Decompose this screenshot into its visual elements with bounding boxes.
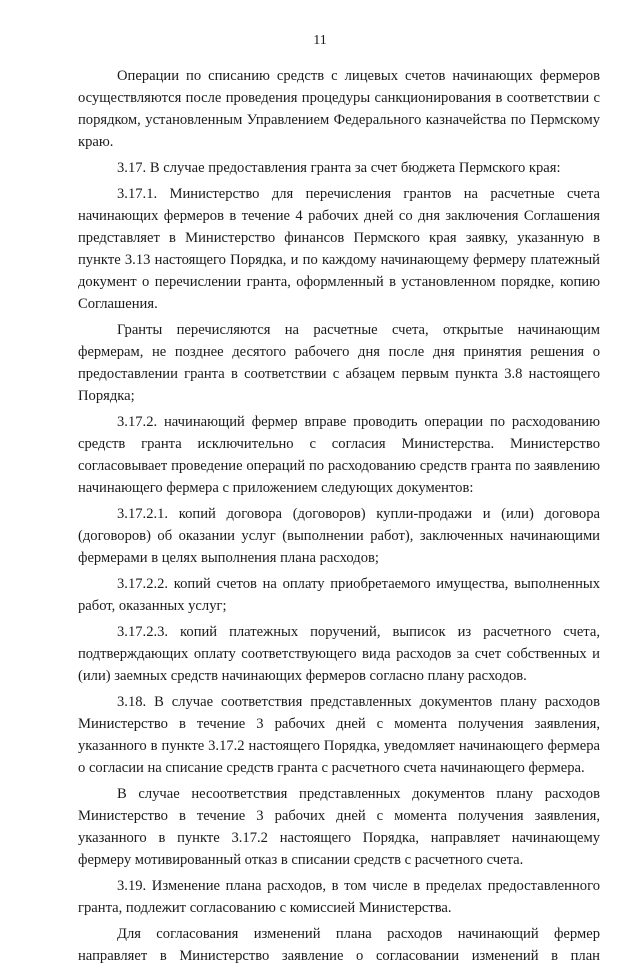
- paragraph-treasury-operations: Операции по списанию средств с лицевых счетов начинающих фермеров осуществляются после проведения процедуры санкционирования в соответствии с порядком, установленным Управлением Федерального казначейства по Пермскому краю.: [78, 68, 600, 150]
- paragraph-3-17-1: 3.17.1. Министерство для перечисления грантов на расчетные счета начинающих фермеров в течение 4 рабочих дней со дня заключения Соглашения представляет в Министерство финансов Пермского края заявку, указанную в пункте 3.13 настоящего Порядка, и по каждому начинающему фермеру платежный документ о перечислении гранта, оформленный в установленном порядке, копию Соглашения.: [78, 186, 600, 312]
- page-number: 11: [313, 33, 327, 48]
- paragraph-refusal: В случае несоответствия представленных документов плану расходов Министерство в течение 3 рабочих дней с момента получения заявления, указанного в пункте 3.17.2 настоящего Порядка, направляет начинающему фермеру мотивированный отказ в списании средств с расчетного счета.: [78, 786, 600, 868]
- paragraph-3-17-2: 3.17.2. начинающий фермер вправе проводить операции по расходованию средств гранта исключительно с согласия Министерства. Министерство согласовывает проведение операций по расходованию средств гранта по заявлению начинающего фермера с приложением следующих документов:: [78, 414, 600, 496]
- paragraph-plan-changes: Для согласования изменений плана расходов начинающий фермер направляет в Министерство заявление о согласовании изменений в план: [78, 926, 600, 964]
- paragraph-3-17-2-1: 3.17.2.1. копий договора (договоров) купли-продажи и (или) договора (договоров) об оказании услуг (выполнении работ), заключенных начинающими фермерами в целях выполнения плана расходов;: [78, 506, 600, 566]
- paragraph-3-17-2-3: 3.17.2.3. копий платежных поручений, выписок из расчетного счета, подтверждающих оплату соответствующего вида расходов за счет собственных и (или) заемных средств начинающих фермеров согласно плану расходов.: [78, 624, 600, 684]
- paragraph-3-17: 3.17. В случае предоставления гранта за счет бюджета Пермского края:: [117, 160, 561, 176]
- paragraph-3-18: 3.18. В случае соответствия представленных документов плану расходов Министерство в течение 3 рабочих дней с момента получения заявления, указанного в пункте 3.17.2 настоящего Порядка, уведомляет начинающего фермера о согласии на списание средств гранта с расчетного счета начинающего фермера.: [78, 694, 600, 776]
- paragraph-3-19: 3.19. Изменение плана расходов, в том числе в пределах предоставленного гранта, подлежит согласованию с комиссией Министерства.: [78, 878, 600, 916]
- paragraph-3-17-2-2: 3.17.2.2. копий счетов на оплату приобретаемого имущества, выполненных работ, оказанных услуг;: [78, 576, 600, 614]
- paragraph-grants-transfer: Гранты перечисляются на расчетные счета, открытые начинающим фермерам, не позднее десятого рабочего дня после дня принятия решения о предоставлении гранта в соответствии с абзацем первым пункта 3.8 настоящего Порядка;: [78, 322, 600, 404]
- document-body: [78, 65, 600, 967]
